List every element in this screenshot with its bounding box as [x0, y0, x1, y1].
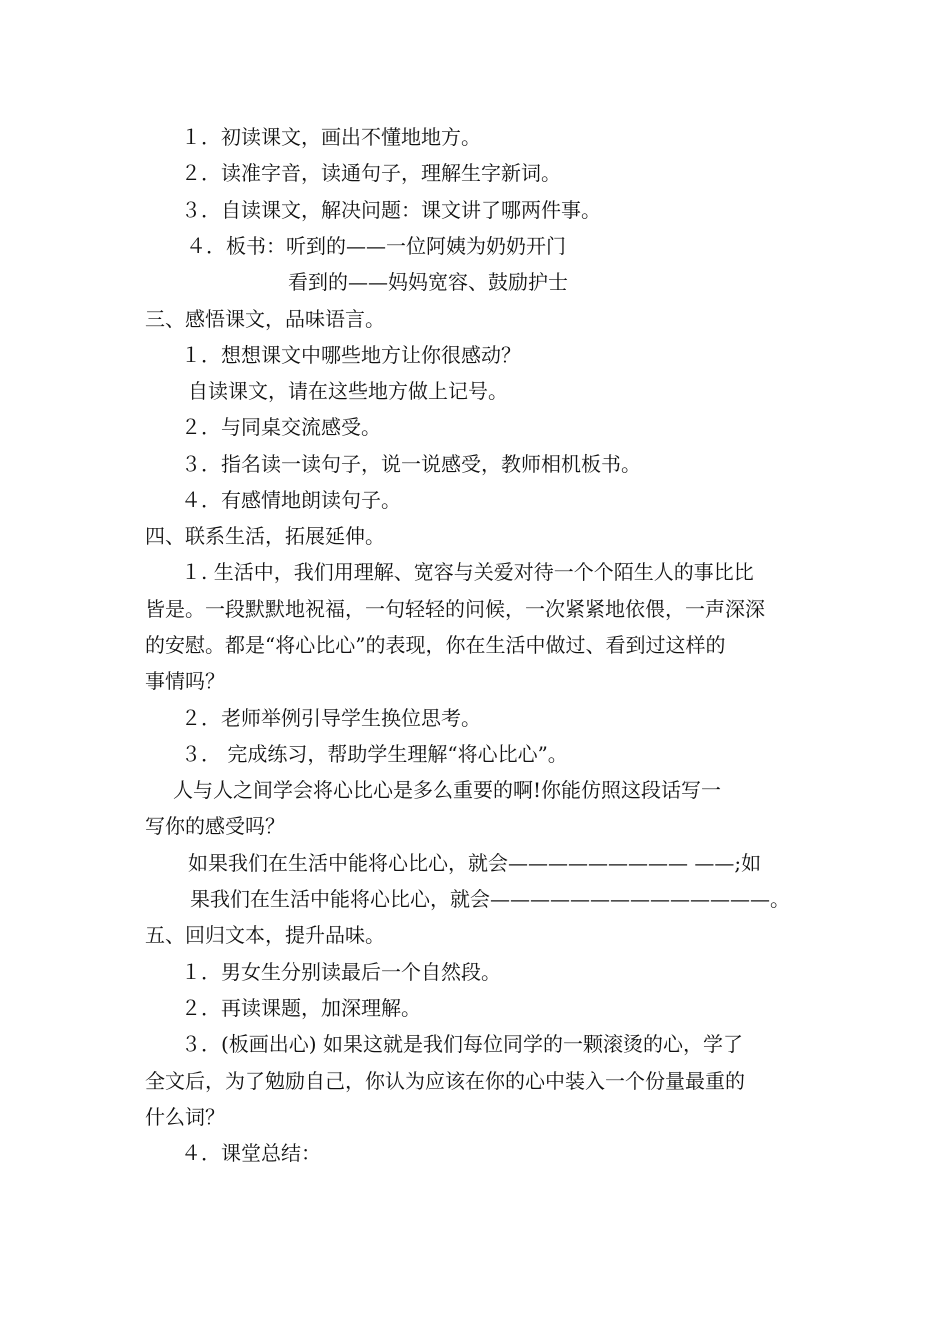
text-line: ２．与同桌交流感受。 [181, 415, 381, 439]
text-line: ３．自读课文，解决问题：课文讲了哪两件事。 [181, 198, 601, 222]
text-line: 的安慰。都是“将心比心”的表现，你在生活中做过、看到过这样的 [145, 633, 726, 657]
text-line: ２．读准字音，读通句子，理解生字新词。 [181, 161, 561, 185]
text-line: ２．再读课题，加深理解。 [181, 996, 421, 1020]
text-line: 人与人之间学会将心比心是多么重要的啊!你能仿照这段话写一 [173, 778, 722, 802]
text-line: ２．老师举例引导学生换位思考。 [181, 706, 481, 730]
text-line: ４．有感情地朗读句子。 [181, 488, 401, 512]
section-heading: 三、感悟课文，品味语言。 [145, 307, 385, 331]
text-line: ３． 完成练习，帮助学生理解“将心比心”。 [181, 742, 568, 766]
text-line: 看到的——妈妈宽容、鼓励护士 [288, 270, 568, 294]
text-line: １．初读课文，画出不懂地地方。 [181, 125, 481, 149]
text-line: ３．指名读一读句子，说一说感受，教师相机板书。 [181, 452, 641, 476]
section-heading: 五、回归文本，提升品味。 [145, 923, 385, 947]
text-line: 什么词？ [145, 1105, 225, 1129]
text-line: 自读课文，请在这些地方做上记号。 [188, 379, 508, 403]
text-line: 如果我们在生活中能将心比心，就会————————— ——;如 [188, 851, 762, 875]
text-line: 皆是。一段默默地祝福，一句轻轻的问候，一次紧紧地依偎，一声深深 [145, 597, 765, 621]
text-line: 写你的感受吗？ [145, 814, 285, 838]
text-line: １．想想课文中哪些地方让你很感动？ [181, 343, 521, 367]
text-line: ３．(板画出心) 如果这就是我们每位同学的一颗滚烫的心，学了 [181, 1032, 743, 1056]
text-line: １. 生活中，我们用理解、宽容与关爱对待一个个陌生人的事比比 [181, 560, 754, 584]
text-line: ４．课堂总结： [181, 1141, 321, 1165]
text-line: 果我们在生活中能将心比心，就会——————————————。 [190, 887, 790, 911]
text-line: １．男女生分别读最后一个自然段。 [181, 960, 501, 984]
text-line: 全文后，为了勉励自己，你认为应该在你的心中装入一个份量最重的 [145, 1069, 745, 1093]
text-line: 事情吗？ [145, 669, 225, 693]
section-heading: 四、联系生活，拓展延伸。 [145, 524, 385, 548]
text-line: ４．板书：听到的——一位阿姨为奶奶开门 [186, 234, 566, 258]
